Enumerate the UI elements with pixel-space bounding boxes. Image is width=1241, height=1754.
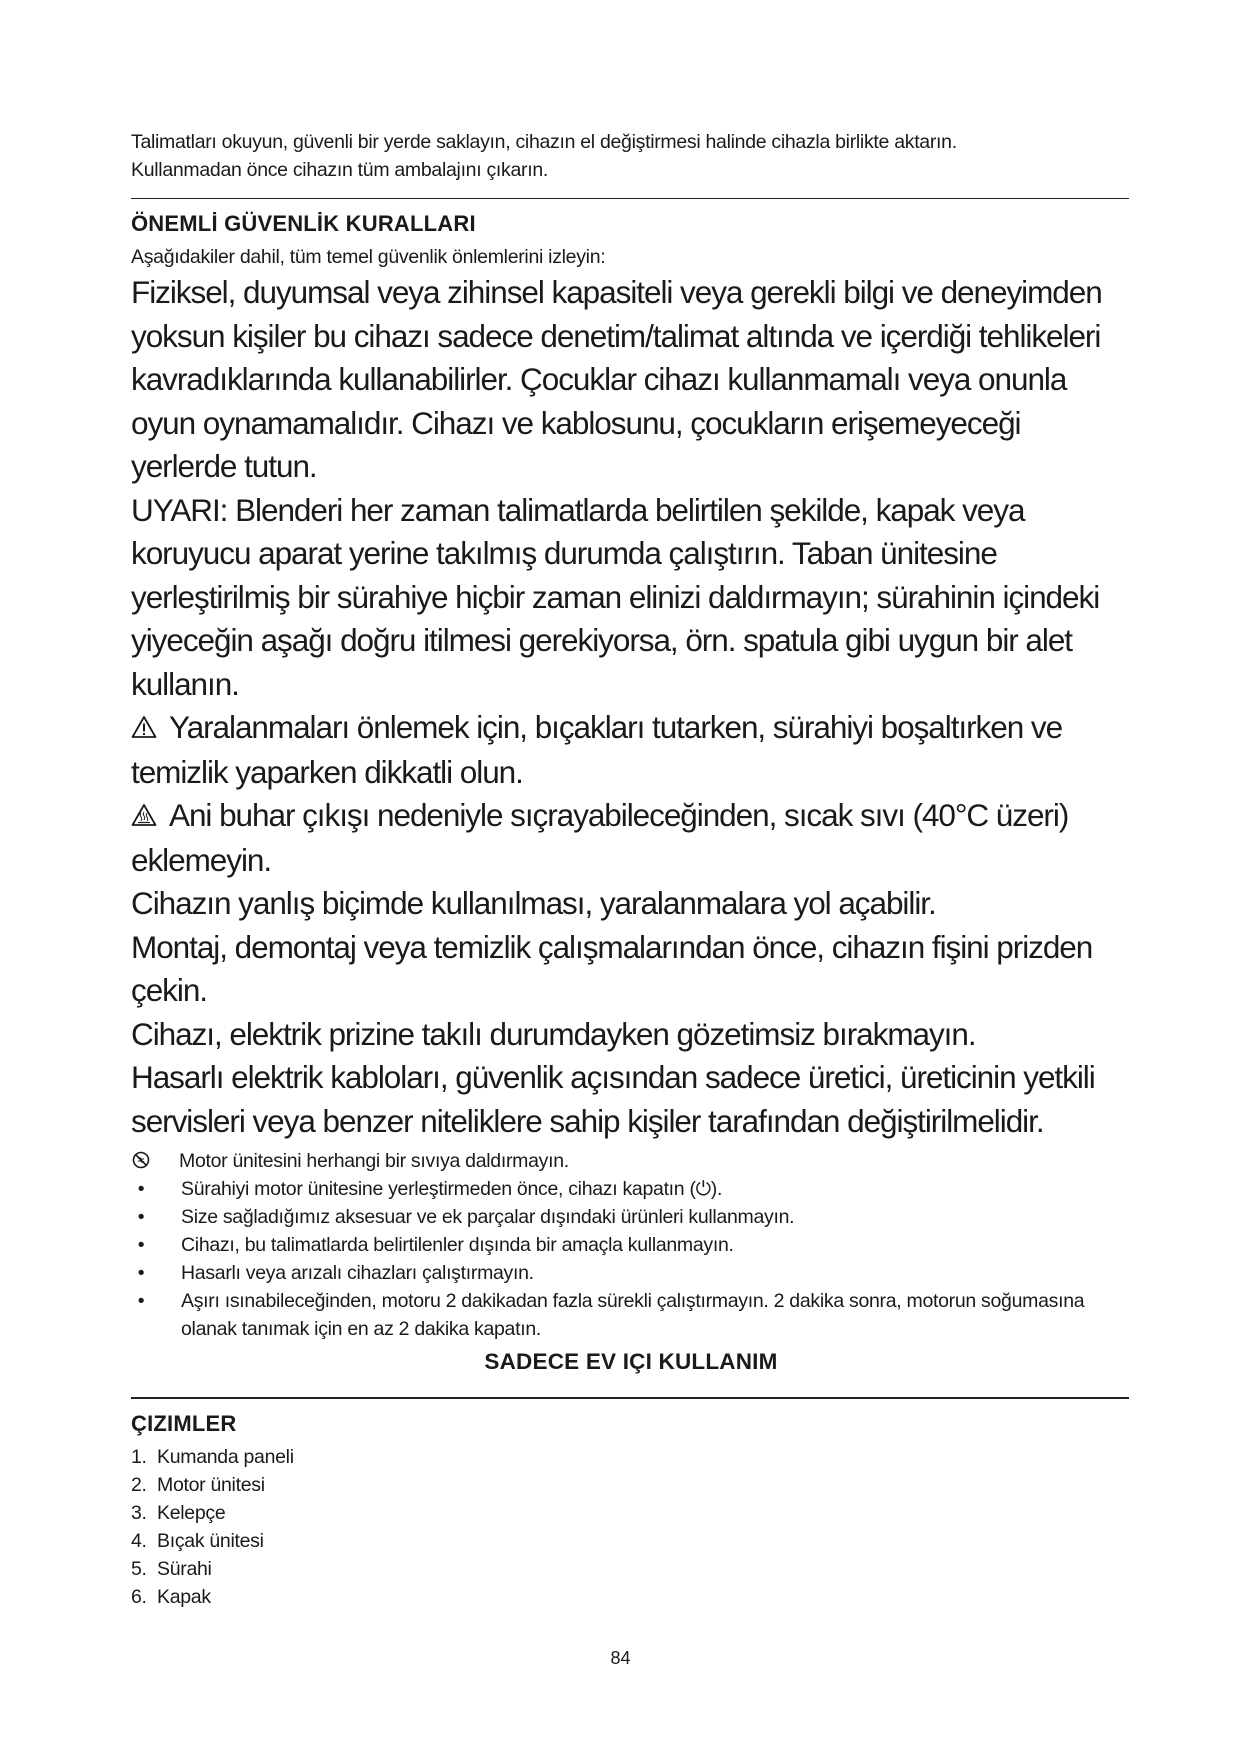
- hot-liquid-warning: [131, 794, 1131, 882]
- part-label: Kelepçe: [157, 1502, 226, 1524]
- bullet-marker: •: [137, 1206, 145, 1228]
- bullet-text: Size sağladığımız aksesuar ve ek parçalar dışındaki ürünleri kullanmayın.: [181, 1206, 795, 1228]
- parts-list: [131, 1443, 1131, 1611]
- safety-paragraph-1: Fiziksel, duyumsal veya zihinsel kapasiteli veya gerekli bilgi ve deneyimden yoksun kişiler bu cihazı sadece denetim/talimat altında ve içerdiği tehlikeleri kavradıklarında kullanabilirler. Çocuklar cihazı kullanmamalı veya onunla oyun oynamamalıdır. Cihazı ve kablosunu, çocukların erişemeyeceği yerlerde tutun.: [131, 274, 1102, 484]
- drawings-title: ÇIZIMLER: [131, 1411, 237, 1436]
- section-divider: [131, 1397, 1129, 1399]
- list-item: [131, 1583, 1131, 1611]
- list-item: [131, 1175, 1131, 1203]
- list-item: [131, 1287, 1131, 1343]
- bullet-text: Aşırı ısınabileceğinden, motoru 2 dakikadan fazla sürekli çalıştırmayın. 2 dakika sonra, motorun soğumasına olanak tanımak için en az 2 dakika kapatın.: [181, 1290, 1085, 1340]
- manual-page: [131, 128, 1131, 1611]
- part-label: Bıçak ünitesi: [157, 1530, 264, 1552]
- no-immerse-text: Motor ünitesini herhangi bir sıvıya daldırmayın.: [179, 1150, 569, 1172]
- hot-liquid-warning-text: Ani buhar çıkışı nedeniyle sıçrayabileceğinden, sıcak sıvı (40°C üzeri) eklemeyin.: [131, 797, 1069, 878]
- blade-warning: [131, 706, 1131, 794]
- part-label: Motor ünitesi: [157, 1474, 265, 1496]
- misuse-text: Cihazın yanlış biçimde kullanılması, yaralanmalara yol açabilir.: [131, 885, 936, 921]
- list-item: [131, 1555, 1131, 1583]
- list-item: [131, 1259, 1131, 1287]
- bullet-marker: •: [137, 1262, 145, 1284]
- page-number: 84: [610, 1648, 631, 1668]
- bullet-text: Cihazı, bu talimatlarda belirtilenler dışında bir amaçla kullanmayın.: [181, 1234, 734, 1256]
- intro-text: [131, 128, 1131, 184]
- hot-surface-warning-icon: [131, 795, 157, 839]
- bullet-text: Sürahiyi motor ünitesine yerleştirmeden önce, cihazı kapatın (⏻).: [181, 1178, 723, 1200]
- bullet-marker: •: [137, 1178, 145, 1200]
- household-use-title: SADECE EV IÇI KULLANIM: [484, 1349, 778, 1374]
- list-item: [131, 1443, 1131, 1471]
- list-item: [131, 1147, 1131, 1175]
- part-number: 6.: [131, 1586, 147, 1608]
- intro-line-2: Kullanmadan önce cihazın tüm ambalajını çıkarın.: [131, 159, 548, 181]
- safety-subtitle: Aşağıdakiler dahil, tüm temel güvenlik önlemlerini izleyin:: [131, 246, 606, 268]
- safety-bullet-list: [131, 1147, 1131, 1343]
- bullet-marker: •: [137, 1290, 145, 1312]
- safety-paragraph-2: UYARI: Blenderi her zaman talimatlarda belirtilen şekilde, kapak veya koruyucu aparat yerine takılmış durumda çalıştırın. Taban ünitesine yerleştirilmiş bir sürahiye hiçbir zaman elinizi daldırmayın; sürahinin içindeki yiyeceğin aşağı doğru itilmesi gerekiyorsa, örn. spatula gibi uygun bir alet kullanın.: [131, 491, 1100, 702]
- part-label: Kapak: [157, 1586, 211, 1608]
- part-label: Sürahi: [157, 1558, 212, 1580]
- part-number: 4.: [131, 1530, 147, 1552]
- list-item: [131, 1499, 1131, 1527]
- part-number: 5.: [131, 1558, 147, 1580]
- part-label: Kumanda paneli: [157, 1446, 294, 1468]
- warning-triangle-icon: [131, 707, 157, 751]
- section-divider: [131, 198, 1129, 199]
- damaged-cable-text: Hasarlı elektrik kabloları, güvenlik açısından sadece üretici, üreticinin yetkili servisleri veya benzer niteliklere sahip kişiler tarafından değiştirilmelidir.: [131, 1059, 1095, 1139]
- bullet-text: Hasarlı veya arızalı cihazları çalıştırmayın.: [181, 1262, 534, 1284]
- intro-line-1: Talimatları okuyun, güvenli bir yerde saklayın, cihazın el değiştirmesi halinde cihazla birlikte aktarın.: [131, 131, 957, 153]
- part-number: 2.: [131, 1474, 147, 1496]
- prohibited-icon: [131, 1147, 151, 1175]
- list-item: [131, 1203, 1131, 1231]
- list-item: [131, 1527, 1131, 1555]
- part-number: 1.: [131, 1446, 147, 1468]
- list-item: [131, 1471, 1131, 1499]
- list-item: [131, 1231, 1131, 1259]
- safety-title: ÖNEMLİ GÜVENLİK KURALLARI: [131, 211, 476, 236]
- bullet-marker: •: [137, 1234, 145, 1256]
- unplug-text: Montaj, demontaj veya temizlik çalışmalarından önce, cihazın fişini prizden çekin.: [131, 928, 1093, 1008]
- part-number: 3.: [131, 1502, 147, 1524]
- blade-warning-text: Yaralanmaları önlemek için, bıçakları tutarken, sürahiyi boşaltırken ve temizlik yaparken dikkatli olun.: [131, 709, 1063, 790]
- unattended-text: Cihazı, elektrik prizine takılı durumdayken gözetimsiz bırakmayın.: [131, 1015, 976, 1052]
